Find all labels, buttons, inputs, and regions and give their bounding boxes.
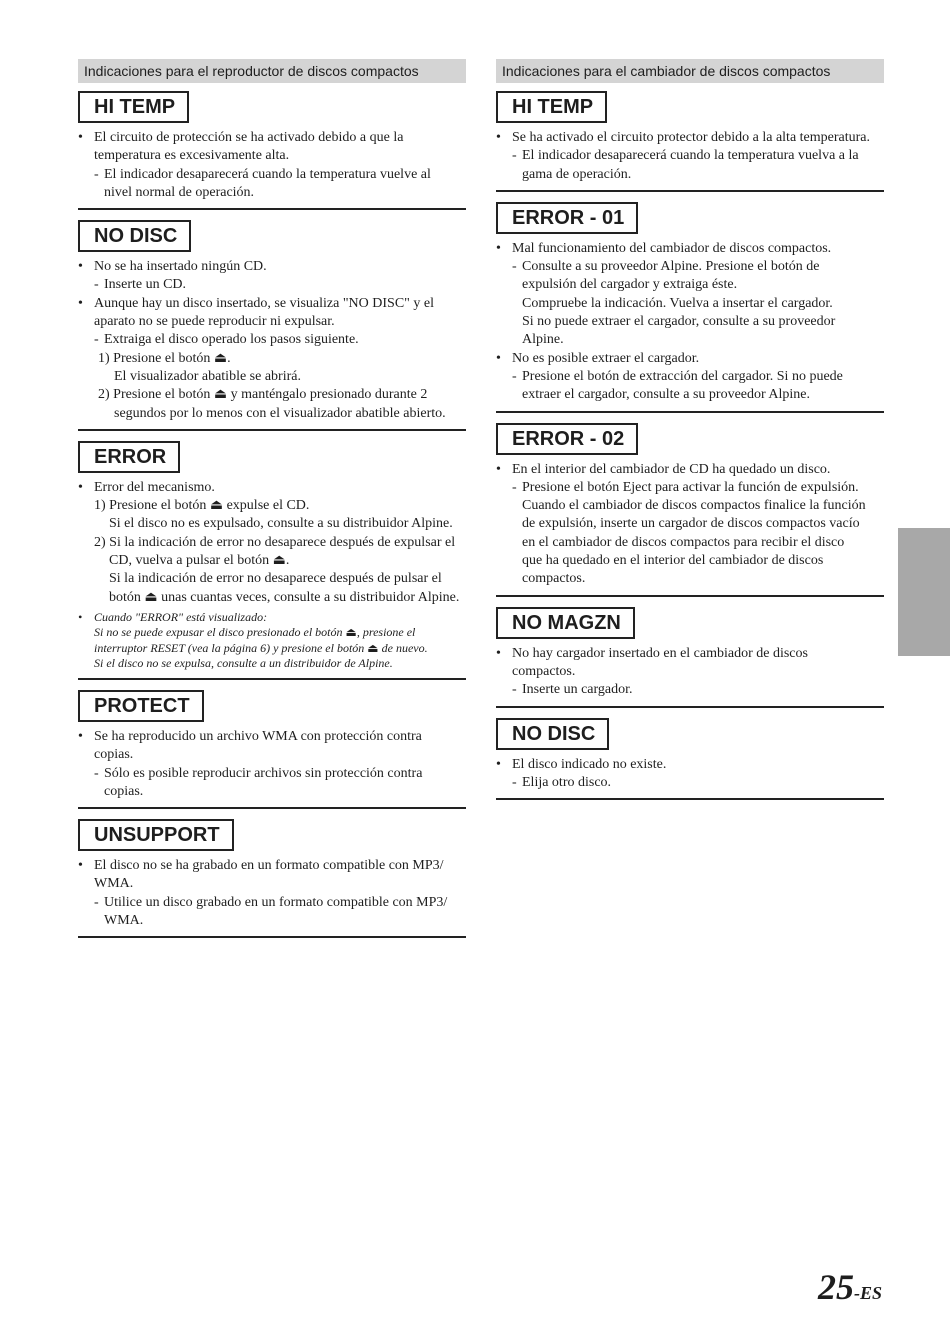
- indicator-section: [496, 718, 884, 801]
- description-line: en el cambiador de discos compactos para recibir el disco: [522, 534, 845, 550]
- description-line: que ha quedado en el interior del cambiador de discos: [522, 553, 824, 569]
- indicator-label: ERROR - 01: [496, 202, 638, 234]
- description-line: WMA.: [104, 913, 144, 929]
- indicator-label: HI TEMP: [78, 91, 189, 123]
- description-line: • Se ha reproducido un archivo WMA con protección contra: [78, 728, 466, 746]
- left-sections: [78, 91, 466, 938]
- indicator-section: [78, 690, 466, 809]
- description-line: El visualizador abatible se abrirá.: [114, 368, 301, 384]
- description-line: Si la indicación de error no desaparece después de pulsar el: [109, 571, 442, 587]
- description-line: - El indicador desaparecerá cuando la temperatura vuelve al: [78, 166, 466, 184]
- indicator-section: [496, 423, 884, 597]
- note-block: [78, 610, 466, 672]
- description-line: - Elija otro disco.: [496, 774, 884, 792]
- description-line: • El disco indicado no existe.: [496, 756, 884, 774]
- description-line: - Sólo es posible reproducir archivos sin protección contra: [78, 765, 466, 783]
- description-line: segundos por lo menos con el visualizador abatible abierto.: [114, 405, 446, 421]
- note-line: • Cuando "ERROR" está visualizado:: [78, 610, 466, 626]
- description-line: botón ⏏ unas cuantas veces, consulte a su distribuidor Alpine.: [109, 589, 460, 605]
- note-line: Si el disco no se expulsa, consulte a un distribuidor de Alpine.: [94, 656, 393, 671]
- description-line: • Aunque hay un disco insertado, se visualiza "NO DISC" y el: [78, 295, 466, 313]
- thumb-index-tab: [898, 528, 950, 656]
- description-line: - El indicador desaparecerá cuando la temperatura vuelva a la: [496, 147, 884, 165]
- description-line: Si el disco no es expulsado, consulte a su distribuidor Alpine.: [109, 516, 453, 532]
- left-column-header: Indicaciones para el reproductor de discos compactos: [78, 59, 466, 83]
- description-line: • No hay cargador insertado en el cambiador de discos: [496, 645, 884, 663]
- description-line: expulsión del cargador y extraiga éste.: [522, 277, 738, 293]
- description-line: • En el interior del cambiador de CD ha quedado un disco.: [496, 461, 884, 479]
- description-line: - Inserte un cargador.: [496, 681, 884, 699]
- indicator-label: NO DISC: [496, 718, 609, 750]
- indicator-section: [496, 607, 884, 708]
- right-column: [496, 59, 884, 810]
- page-number-value: 25: [817, 1267, 854, 1307]
- description-line: - Presione el botón de extracción del cargador. Si no puede: [496, 368, 884, 386]
- left-column: [78, 59, 466, 948]
- description-line: • Error del mecanismo.: [78, 479, 466, 497]
- description-line: aparato no se puede reproducir ni expulsar.: [94, 314, 335, 330]
- indicator-section: [496, 202, 884, 413]
- description-line: • El circuito de protección se ha activado debido a que la: [78, 129, 466, 147]
- description-line: • Se ha activado el circuito protector debido a la alta temperatura.: [496, 129, 884, 147]
- description-line: 2) Presione el botón ⏏ y manténgalo presionado durante 2: [98, 387, 428, 403]
- right-column-header: Indicaciones para el cambiador de discos compactos: [496, 59, 884, 83]
- description-line: WMA.: [94, 876, 134, 892]
- description-line: compactos.: [512, 663, 576, 679]
- page-number: [818, 1266, 882, 1308]
- indicator-section: [78, 220, 466, 431]
- indicator-section: [78, 819, 466, 938]
- indicator-label: NO MAGZN: [496, 607, 635, 639]
- description-line: - Presione el botón Eject para activar la función de expulsión.: [496, 479, 884, 497]
- description-line: gama de operación.: [522, 166, 632, 182]
- description-line: 1) Presione el botón ⏏ expulse el CD.: [94, 498, 310, 514]
- description-line: - Extraiga el disco operado los pasos siguiente.: [78, 331, 466, 349]
- description-line: - Inserte un CD.: [78, 276, 466, 294]
- description-line: Cuando el cambiador de discos compactos finalice la función: [522, 498, 866, 514]
- description-line: Compruebe la indicación. Vuelva a insertar el cargador.: [522, 295, 833, 311]
- indicator-label: UNSUPPORT: [78, 819, 234, 851]
- note-line: interruptor RESET (vea la página 6) y presione el botón ⏏ de nuevo.: [94, 640, 428, 655]
- indicator-label: ERROR: [78, 441, 180, 473]
- indicator-section: [496, 91, 884, 192]
- indicator-section: [78, 91, 466, 210]
- description-line: • No se ha insertado ningún CD.: [78, 258, 466, 276]
- indicator-label: HI TEMP: [496, 91, 607, 123]
- description-line: temperatura es excesivamente alta.: [94, 148, 290, 164]
- description-line: 1) Presione el botón ⏏.: [98, 350, 231, 366]
- right-sections: [496, 91, 884, 800]
- description-line: CD, vuelva a pulsar el botón ⏏.: [109, 553, 290, 569]
- indicator-label: PROTECT: [78, 690, 204, 722]
- description-line: • Mal funcionamiento del cambiador de discos compactos.: [496, 240, 884, 258]
- description-line: • No es posible extraer el cargador.: [496, 350, 884, 368]
- indicator-label: ERROR - 02: [496, 423, 638, 455]
- description-line: de expulsión, inserte un cargador de discos compactos vacío: [522, 516, 860, 532]
- description-line: compactos.: [522, 571, 586, 587]
- description-line: • El disco no se ha grabado en un formato compatible con MP3/: [78, 857, 466, 875]
- description-line: - Utilice un disco grabado en un formato compatible con MP3/: [78, 894, 466, 912]
- description-line: nivel normal de operación.: [104, 184, 255, 200]
- description-line: 2) Si la indicación de error no desaparece después de expulsar el: [94, 534, 456, 550]
- indicator-section: [78, 441, 466, 680]
- page-number-suffix: -ES: [853, 1283, 882, 1303]
- description-line: copias.: [94, 747, 134, 763]
- note-line: Si no se puede expusar el disco presionado el botón ⏏, presione el: [94, 625, 416, 640]
- description-line: - Consulte a su proveedor Alpine. Presione el botón de: [496, 258, 884, 276]
- description-line: Alpine.: [522, 332, 564, 348]
- description-line: extraer el cargador, consulte a su proveedor Alpine.: [522, 387, 811, 403]
- indicator-label: NO DISC: [78, 220, 191, 252]
- description-line: copias.: [104, 783, 144, 799]
- description-line: Si no puede extraer el cargador, consulte a su proveedor: [522, 314, 836, 330]
